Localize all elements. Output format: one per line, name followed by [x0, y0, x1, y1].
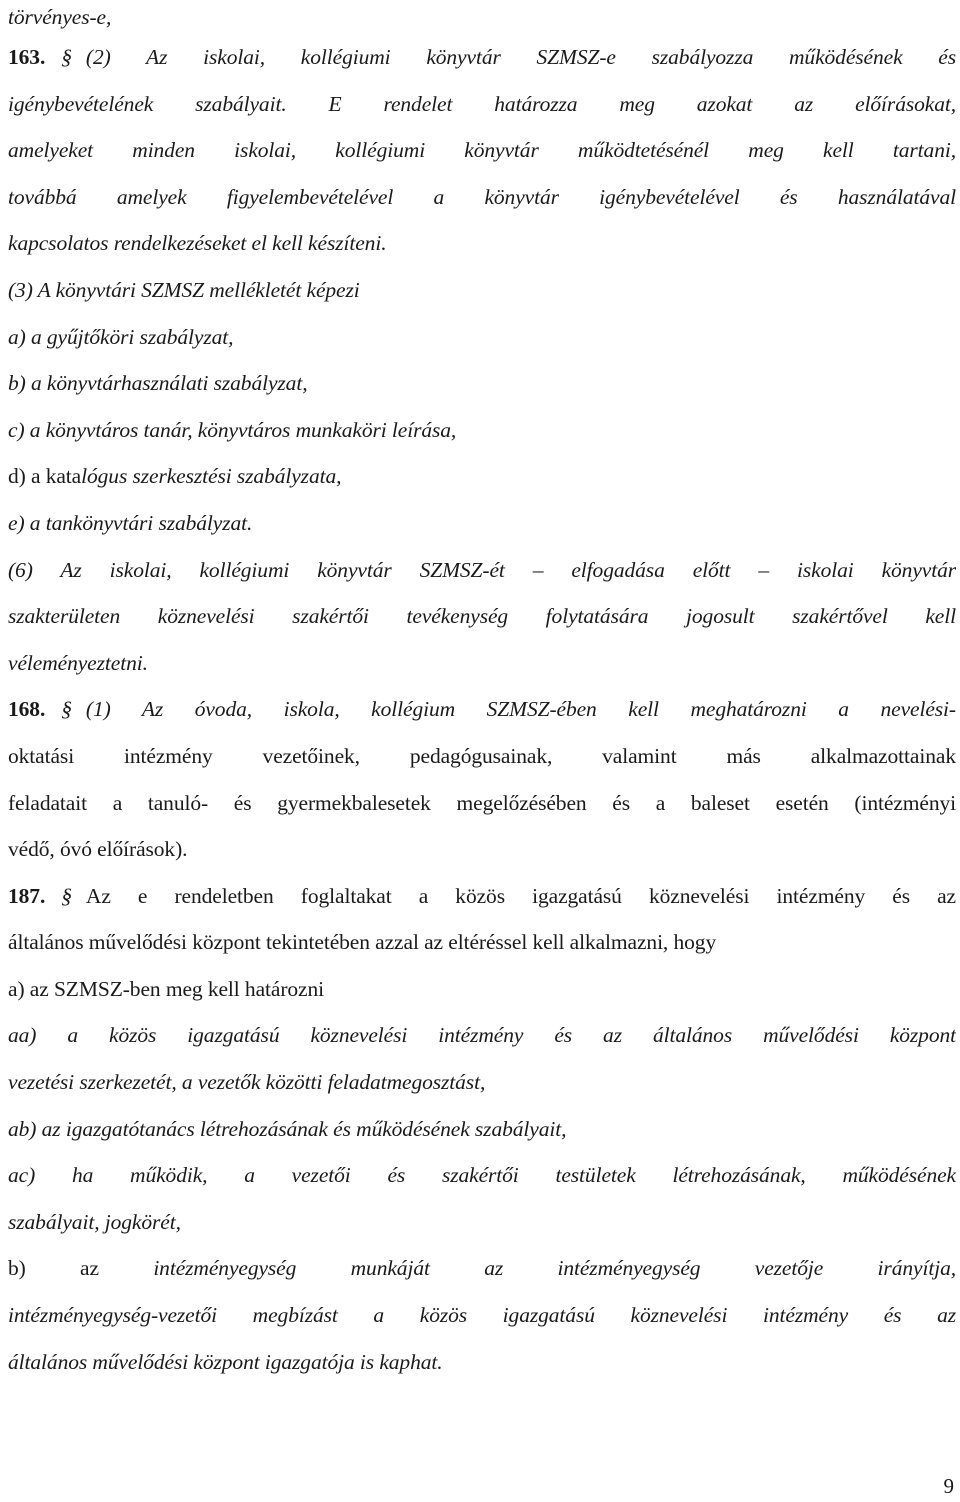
text-line: feladatait a tanuló- és gyermekbalesetek megelőzésében és a baleset esetén (intézményi [8, 790, 956, 815]
page-number: 9 [943, 1474, 954, 1498]
list-item: ac) ha működik, a vezetői és szakértői testületek létrehozásának, működésének [8, 1163, 956, 1188]
list-item: a) a gyűjtőköri szabályzat, [8, 324, 234, 349]
list-item: ab) az igazgatótanács létrehozásának és működésének szabályait, [8, 1116, 567, 1141]
text-line: véleményeztetni. [8, 650, 148, 675]
text-line: igénybevételének szabályait. E rendelet határozza meg azokat az előírásokat, [8, 91, 956, 116]
paragraph-187-start: 187. § Az e rendeletben foglaltakat a közös igazgatású köznevelési intézmény és az [8, 883, 956, 908]
text-line: (6) Az iskolai, kollégiumi könyvtár SZMSZ-ét – elfogadása előtt – iskolai könyvtár [8, 557, 956, 582]
document-page [8, 0, 956, 1385]
text-line: vezetési szerkezetét, a vezetők közötti feladatmegosztást, [8, 1070, 486, 1095]
list-item: c) a könyvtáros tanár, könyvtáros munkaköri leírása, [8, 417, 457, 442]
list-item: d) a katalógus szerkesztési szabályzata, [8, 464, 342, 489]
text-line: szabályait, jogkörét, [8, 1209, 181, 1234]
section-number: 187. [8, 883, 46, 908]
text-line: amelyeket minden iskolai, kollégiumi könyvtár működtetésénél meg kell tartani, [8, 138, 956, 163]
section-sign: § [61, 697, 72, 722]
section-sign: § [61, 883, 72, 908]
text-line: törvényes-e, [8, 5, 112, 29]
list-item: aa) a közös igazgatású köznevelési intézmény és az általános művelődési központ [8, 1023, 956, 1048]
paragraph-163-start: 163. § (2) Az iskolai, kollégiumi könyvtár SZMSZ-e szabályozza működésének és [8, 45, 956, 69]
section-sign: § [61, 45, 72, 69]
text-line: általános művelődési központ tekintetében azzal az eltéréssel kell alkalmazni, hogy [8, 930, 717, 955]
list-item: a) az SZMSZ-ben meg kell határozni [8, 976, 325, 1001]
text-line: (3) A könyvtári SZMSZ mellékletét képezi [8, 277, 360, 302]
text-line: általános művelődési központ igazgatója is kaphat. [8, 1349, 443, 1374]
paragraph-168-start: 168. § (1) Az óvoda, iskola, kollégium SZMSZ-ében kell meghatározni a nevelési- [8, 697, 956, 722]
list-item: e) a tankönyvtári szabályzat. [8, 510, 253, 535]
section-number: 168. [8, 697, 46, 722]
section-number: 163. [8, 45, 46, 69]
text-line: intézményegység-vezetői megbízást a közös igazgatású köznevelési intézmény és az [8, 1303, 956, 1328]
text-line: védő, óvó előírások). [8, 837, 188, 862]
text-line: kapcsolatos rendelkezéseket el kell készíteni. [8, 231, 387, 256]
text-line: továbbá amelyek figyelembevételével a könyvtár igénybevételével és használatával [8, 184, 956, 209]
text-line: szakterületen köznevelési szakértői tevékenység folytatására jogosult szakértővel kell [8, 604, 956, 629]
list-item: b) a könyvtárhasználati szabályzat, [8, 371, 308, 396]
list-item: b) az intézményegység munkáját az intézményegység vezetője irányítja, [8, 1256, 956, 1281]
text-line: oktatási intézmény vezetőinek, pedagógusainak, valamint más alkalmazottainak [8, 743, 956, 768]
